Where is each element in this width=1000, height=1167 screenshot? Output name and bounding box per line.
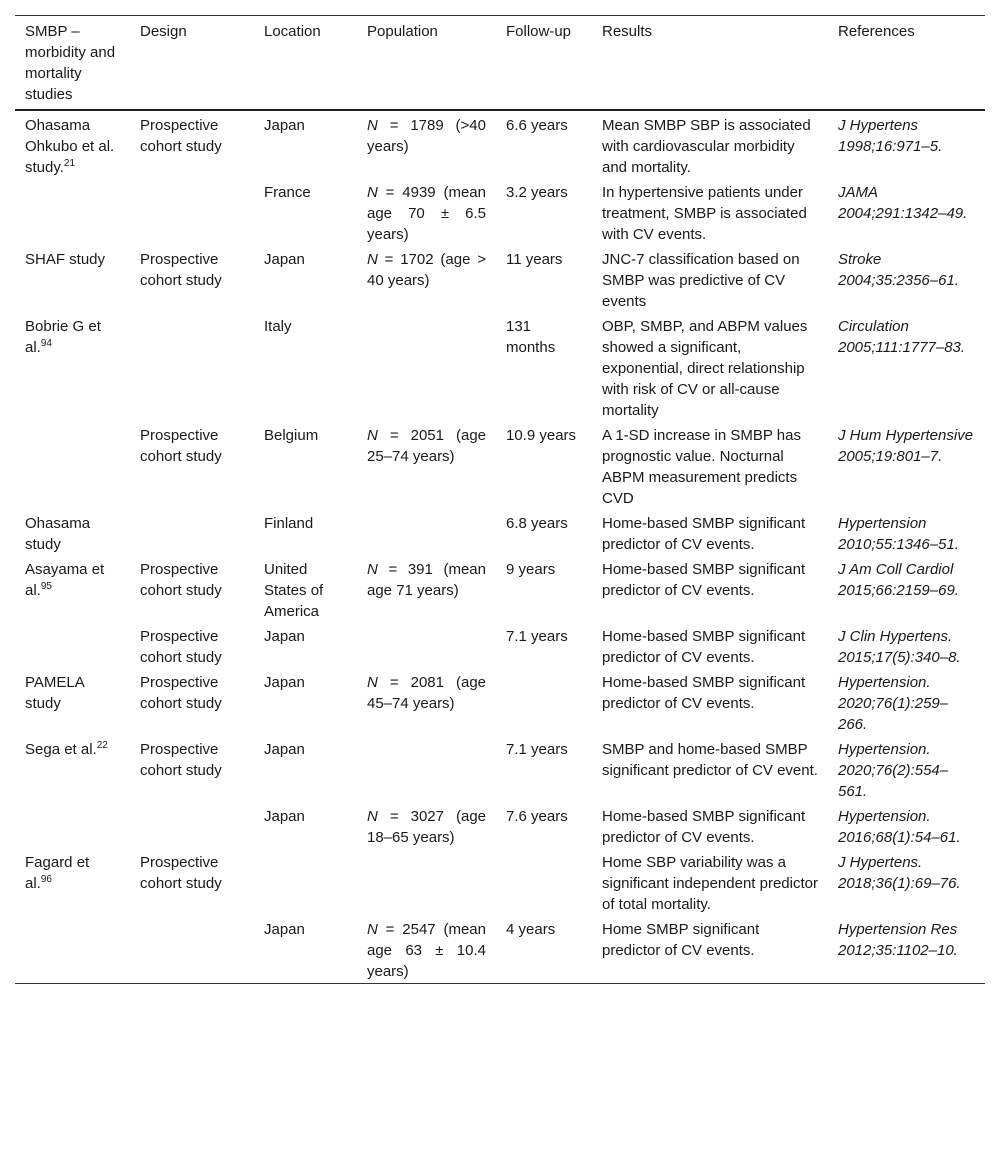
population-value: = 2547 (mean age 63 ± 10.4 years): [367, 921, 486, 980]
cell-study: [15, 736, 130, 803]
table-container: [15, 15, 985, 984]
header-population: Population: [367, 23, 438, 40]
cell-results: Home-based SMBP significant predictor of CV events.: [602, 808, 806, 846]
cell-location: Finland: [264, 515, 314, 532]
population-value: = 2051 (age 25–74 years): [367, 427, 486, 465]
population-n: N: [367, 427, 378, 444]
table-row: [15, 669, 985, 736]
cell-design: [130, 313, 254, 422]
citation-number: 21: [63, 158, 76, 169]
cell-reference: Hypertension. 2020;76(2):554–561.: [838, 741, 949, 800]
citation-number: 22: [96, 740, 108, 751]
cell-design: [130, 803, 254, 849]
cell-design: Prospective cohort study: [140, 427, 222, 465]
study-name: SHAF study: [25, 251, 106, 268]
cell-design: [130, 916, 254, 984]
cell-study: [15, 849, 130, 916]
cell-follow-up: 6.6 years: [506, 117, 568, 134]
cell-reference: J Hum Hypertensive 2005;19:801–7.: [838, 427, 974, 465]
cell-design: Prospective cohort study: [140, 628, 222, 666]
cell-study: [15, 803, 130, 849]
cell-location: Japan: [264, 117, 305, 134]
cell-results: Home-based SMBP significant predictor of CV events.: [602, 515, 806, 553]
cell-study: [15, 916, 130, 984]
cell-location: Japan: [264, 251, 305, 268]
cell-study: [15, 110, 130, 179]
header-study: SMBP – morbidity and mortality studies: [25, 23, 116, 103]
cell-reference: JAMA 2004;291:1342–49.: [838, 184, 968, 222]
cell-population: [357, 556, 496, 623]
table-row: [15, 110, 985, 179]
table-row: [15, 803, 985, 849]
study-name: Ohasama study: [25, 515, 91, 553]
cell-design: [130, 179, 254, 246]
cell-population: [357, 246, 496, 313]
cell-study: [15, 669, 130, 736]
population-value: = 1789 (>40 years): [367, 117, 486, 155]
cell-location: [254, 849, 357, 916]
cell-results: SMBP and home-based SMBP significant predictor of CV event.: [602, 741, 818, 779]
table-row: [15, 849, 985, 916]
cell-population: [357, 736, 496, 803]
cell-location: Japan: [264, 674, 305, 691]
cell-design: [130, 510, 254, 556]
population-value: = 1702 (age > 40 years): [367, 251, 486, 289]
cell-follow-up: 7.1 years: [506, 628, 568, 645]
population-value: = 391 (mean age 71 years): [367, 561, 486, 599]
cell-reference: Hypertension. 2020;76(1):259–266.: [838, 674, 949, 733]
study-name: Fagard et al.: [25, 854, 90, 892]
cell-follow-up: 131 months: [506, 318, 556, 356]
cell-design: Prospective cohort study: [140, 674, 222, 712]
study-name: PAMELA study: [25, 674, 84, 712]
study-name: Asayama et al.: [25, 561, 105, 599]
cell-results: Mean SMBP SBP is associated with cardiovascular morbidity and mortality.: [602, 117, 811, 176]
header-design: Design: [140, 23, 187, 40]
header-follow-up: Follow-up: [506, 23, 572, 40]
cell-location: United States of America: [264, 561, 324, 620]
cell-results: In hypertensive patients under treatment, SMBP is associated with CV events.: [602, 184, 807, 243]
table-row: [15, 736, 985, 803]
cell-location: Japan: [264, 741, 305, 758]
cell-population: [357, 313, 496, 422]
cell-population: [357, 803, 496, 849]
cell-reference: Hypertension. 2016;68(1):54–61.: [838, 808, 961, 846]
population-n: N: [367, 561, 378, 578]
cell-population: [357, 110, 496, 179]
cell-reference: Stroke 2004;35:2356–61.: [838, 251, 959, 289]
header-references: References: [838, 23, 915, 40]
citation-number: 95: [40, 581, 52, 592]
cell-follow-up: 4 years: [506, 921, 556, 938]
table-row: [15, 422, 985, 510]
cell-location: France: [264, 184, 311, 201]
cell-follow-up: 11 years: [506, 251, 563, 268]
cell-follow-up: [496, 669, 592, 736]
cell-results: Home SMBP significant predictor of CV events.: [602, 921, 760, 959]
population-n: N: [367, 117, 378, 134]
cell-study: [15, 246, 130, 313]
cell-reference: J Clin Hypertens. 2015;17(5):340–8.: [838, 628, 961, 666]
cell-population: [357, 849, 496, 916]
cell-location: Japan: [264, 628, 305, 645]
population-value: = 4939 (mean age 70 ± 6.5 years): [367, 184, 486, 243]
population-n: N: [367, 921, 378, 938]
cell-reference: J Hypertens. 2018;36(1):69–76.: [838, 854, 961, 892]
cell-design: Prospective cohort study: [140, 251, 222, 289]
table-row: [15, 313, 985, 422]
study-name: Bobrie G et al.: [25, 318, 101, 356]
cell-location: Italy: [264, 318, 292, 335]
population-n: N: [367, 808, 378, 825]
cell-design: Prospective cohort study: [140, 741, 222, 779]
cell-follow-up: 6.8 years: [506, 515, 568, 532]
population-value: = 2081 (age 45–74 years): [367, 674, 486, 712]
study-name: Ohasama Ohkubo et al. study.: [25, 117, 115, 176]
cell-reference: Circulation 2005;111:1777–83.: [838, 318, 966, 356]
cell-results: Home-based SMBP significant predictor of CV events.: [602, 561, 806, 599]
cell-design: Prospective cohort study: [140, 854, 222, 892]
population-n: N: [367, 184, 378, 201]
header-results: Results: [602, 23, 653, 40]
cell-population: [357, 916, 496, 984]
cell-follow-up: 7.6 years: [506, 808, 568, 825]
cell-results: A 1-SD increase in SMBP has prognostic value. Nocturnal ABPM measurement predicts CVD: [602, 427, 801, 507]
cell-reference: J Hypertens 1998;16:971–5.: [838, 117, 943, 155]
cell-location: Japan: [264, 808, 305, 825]
cell-follow-up: [496, 849, 592, 916]
cell-location: Belgium: [264, 427, 319, 444]
cell-reference: Hypertension Res 2012;35:1102–10.: [838, 921, 958, 959]
citation-number: 94: [40, 338, 52, 349]
table-row: [15, 179, 985, 246]
cell-results: JNC-7 classification based on SMBP was predictive of CV events: [602, 251, 800, 310]
table-body: [15, 110, 985, 984]
cell-population: [357, 623, 496, 669]
cell-study: [15, 179, 130, 246]
header-location: Location: [264, 23, 321, 40]
cell-design: Prospective cohort study: [140, 117, 222, 155]
cell-reference: Hypertension 2010;55:1346–51.: [838, 515, 959, 553]
cell-study: [15, 313, 130, 422]
cell-follow-up: 10.9 years: [506, 427, 577, 444]
study-name: Sega et al.: [25, 741, 97, 758]
cell-results: Home-based SMBP significant predictor of CV events.: [602, 674, 806, 712]
cell-design: Prospective cohort study: [140, 561, 222, 599]
cell-follow-up: 9 years: [506, 561, 556, 578]
cell-reference: J Am Coll Cardiol 2015;66:2159–69.: [838, 561, 959, 599]
cell-results: Home SBP variability was a significant independent predictor of total mortality.: [602, 854, 818, 913]
cell-results: Home-based SMBP significant predictor of CV events.: [602, 628, 806, 666]
cell-population: [357, 422, 496, 510]
cell-follow-up: 7.1 years: [506, 741, 568, 758]
cell-study: [15, 422, 130, 510]
cell-location: Japan: [264, 921, 305, 938]
cell-study: [15, 623, 130, 669]
cell-study: [15, 510, 130, 556]
cell-follow-up: 3.2 years: [506, 184, 568, 201]
population-value: = 3027 (age 18–65 years): [367, 808, 486, 846]
table-row: [15, 623, 985, 669]
table-row: [15, 246, 985, 313]
smbp-studies-table: [15, 15, 985, 984]
citation-number: 96: [40, 874, 52, 885]
table-header-row: [15, 16, 985, 111]
population-n: N: [367, 674, 378, 691]
table-row: [15, 556, 985, 623]
table-row: [15, 916, 985, 984]
cell-population: [357, 179, 496, 246]
cell-results: OBP, SMBP, and ABPM values showed a significant, exponential, direct relationship with risk of CV or all-cause mortality: [602, 318, 808, 419]
table-row: [15, 510, 985, 556]
cell-study: [15, 556, 130, 623]
population-n: N: [367, 251, 378, 268]
cell-population: [357, 510, 496, 556]
cell-population: [357, 669, 496, 736]
